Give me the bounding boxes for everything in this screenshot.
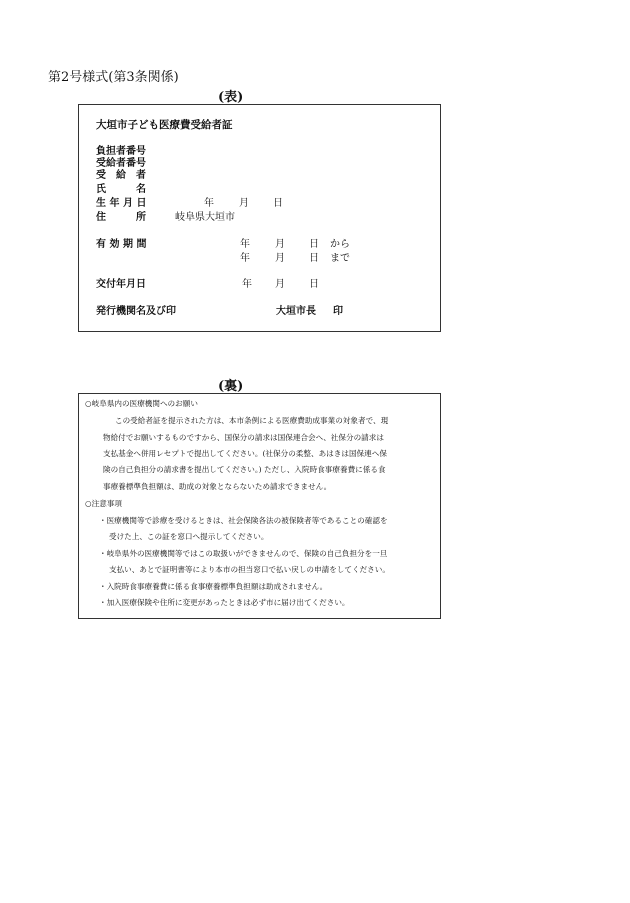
- request-line-5: 事療養標準負担額は、助成の対象とならないため請求できません。: [103, 482, 332, 491]
- note-line-2: 受けた上、この証を窓口へ提示してください。: [109, 532, 269, 541]
- label-address: 住 所: [96, 212, 146, 223]
- issuer-value: 大垣市長: [276, 306, 316, 317]
- request-line-1: この受給者証を提示された方は、本市条例による医療費助成事業の対象者で、現: [115, 416, 389, 425]
- label-birthdate: 生 年 月 日: [96, 198, 147, 209]
- valid-from-month-unit: 月: [275, 239, 285, 250]
- valid-until-month-unit: 月: [275, 253, 285, 264]
- note-line-1: ・医療機関等で診療を受けるときは、社会保険各法の被保険者等であることの確認を: [99, 516, 388, 525]
- label-recipient: 受 給 者: [96, 170, 146, 181]
- request-line-2: 物給付でお願いするものですから、国保分の請求は国保連合会へ、社保分の請求は: [103, 433, 384, 442]
- birth-day-unit: 日: [273, 198, 283, 209]
- form-number: 第2号様式(第3条関係): [48, 70, 179, 85]
- label-payer-number: 負担者番号: [96, 146, 146, 157]
- label-issue-date: 交付年月日: [96, 279, 146, 290]
- certificate-back: [78, 393, 441, 619]
- valid-until-suffix: まで: [330, 253, 350, 264]
- note-line-6: ・加入医療保険や住所に変更があったときは必ず市に届け出てください。: [99, 598, 350, 607]
- birth-year-unit: 年: [204, 198, 214, 209]
- birth-month-unit: 月: [239, 198, 249, 209]
- valid-until-year-unit: 年: [240, 253, 250, 264]
- issue-day-unit: 日: [309, 279, 319, 290]
- valid-from-year-unit: 年: [240, 239, 250, 250]
- label-name: 氏 名: [96, 184, 146, 195]
- label-issuer: 発行機関名及び印: [96, 306, 176, 317]
- valid-until-day-unit: 日: [309, 253, 319, 264]
- valid-from-day-unit: 日: [309, 239, 319, 250]
- front-side-label: (表): [218, 90, 244, 105]
- issue-month-unit: 月: [275, 279, 285, 290]
- certificate-front: [78, 104, 441, 332]
- label-recipient-number: 受給者番号: [96, 158, 146, 169]
- back-heading-notes: ○注意事項: [85, 499, 123, 508]
- valid-from-suffix: から: [330, 239, 350, 250]
- request-line-4: 険の自己負担分の請求書を提出してください。) ただし、入院時食事療養費に係る食: [103, 465, 386, 474]
- label-valid-period: 有 効 期 間: [96, 239, 147, 250]
- note-line-4: 支払い、あとで証明書等により本市の担当窓口で払い戻しの申請をしてください。: [109, 565, 390, 574]
- back-side-label: (裏): [218, 379, 244, 394]
- note-line-3: ・岐阜県外の医療機関等ではこの取扱いができませんので、保険の自己負担分を一旦: [99, 549, 388, 558]
- issue-year-unit: 年: [242, 279, 252, 290]
- address-value: 岐阜県大垣市: [175, 212, 235, 223]
- back-heading-medical-institutions: ○岐阜県内の医療機関へのお願い: [85, 399, 198, 408]
- note-line-5: ・入院時食事療養費に係る食事療養標準負担額は助成されません。: [99, 582, 328, 591]
- certificate-title: 大垣市子ども医療費受給者証: [96, 119, 233, 131]
- request-line-3: 支払基金へ併用レセプトで提出してください。(社保分の柔整、あはきは国保連へ保: [103, 449, 387, 458]
- seal-mark: 印: [333, 306, 343, 317]
